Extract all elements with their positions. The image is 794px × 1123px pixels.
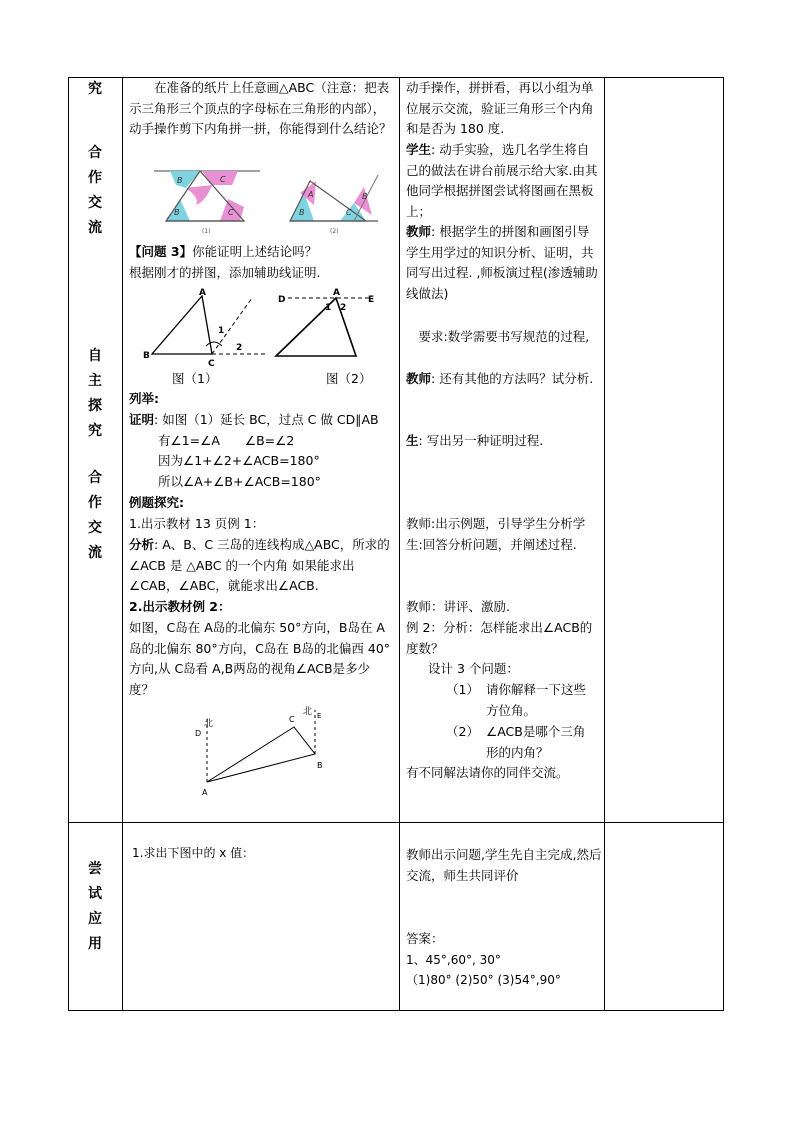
label-changshi (80, 857, 110, 957)
try-teacher-paragraph: 教师出示问题,学生先自主完成,然后交流，师生共同评价 (406, 847, 602, 883)
island-figure (190, 702, 340, 802)
label-hezuo-1 (80, 141, 110, 241)
label-char: 流 (88, 545, 102, 561)
fig-letter: A (202, 788, 208, 797)
paper-cut-figures (140, 163, 390, 238)
label-zizhu (80, 344, 110, 444)
student2-paragraph (406, 431, 600, 452)
teacher2-text: : 还有其他的方法吗？试分析. (431, 371, 594, 386)
example-1: 1.出示教材 13 页例 1： (129, 516, 265, 531)
paper-figure-left (154, 171, 260, 235)
fig-letter: A (308, 190, 314, 199)
fig-caption: (1) (202, 228, 211, 235)
table-col-line-0 (68, 77, 69, 1011)
question-3 (129, 242, 395, 263)
fig-letter: 1 (325, 303, 332, 313)
example-2: 2.出示教材例 2： (129, 599, 231, 614)
analysis-text: : A、B、C 三岛的连线构成△ABC，所求的∠ACB 是 △ABC 的一个内角 如果能求出∠CAB，∠ABC，就能求出∠ACB. (129, 537, 390, 593)
fig-letter: 1 (218, 326, 225, 336)
label-char: 自 (88, 348, 102, 364)
label-char: 合 (88, 470, 102, 486)
answer-label: 答案： (406, 931, 444, 946)
label-char: 应 (88, 911, 102, 927)
fig-letter: B (143, 351, 150, 361)
fig2-caption: 图（2） (326, 371, 372, 386)
label-char: 流 (88, 220, 102, 236)
teacher3-paragraph: 教师:出示例题，引导学生分析学生:回答分析问题，并阐述过程. (406, 516, 586, 552)
design-questions: 设计 3 个问题： (428, 661, 519, 676)
fig-letter: C (289, 715, 295, 724)
proof-line-2: 有∠1=∠A ∠B=∠2 (158, 433, 295, 448)
label-char: 试 (88, 886, 102, 902)
question-2-text: ∠ACB是哪个三角形的内角？ (486, 724, 586, 760)
proof-text: : 如图（1）延长 BC，过点 C 做 CD∥AB (154, 412, 379, 427)
teacher-paragraph (406, 222, 600, 304)
requirement-paragraph: 要求:数学需要书写规范的过程, (406, 329, 590, 344)
table-border-mid (68, 822, 724, 823)
example-heading: 例题探究: (129, 495, 184, 510)
exchange-note: 有不同解法请你的同伴交流。 (406, 765, 569, 780)
proof-figure-1 (143, 288, 265, 369)
fig-letter: B (299, 208, 305, 217)
table-col-line-2 (399, 77, 400, 1011)
question-3-line2: 根据刚才的拼图，添加辅助线证明. (129, 265, 321, 280)
question-1-num: （1） (446, 682, 479, 697)
label-top-fragment: 究 (88, 81, 102, 97)
fig-letter: C (220, 175, 226, 184)
proof-line-1 (129, 410, 395, 431)
fig-letter: A (199, 288, 206, 298)
student-paragraph (406, 140, 600, 222)
student2-text: : 写出另一种证明过程. (418, 433, 544, 448)
fig-caption: (2) (330, 228, 339, 235)
label-char: 交 (88, 520, 102, 536)
fig-letter: B (177, 176, 183, 185)
teacher2-paragraph (406, 369, 600, 390)
label-char: 作 (88, 170, 102, 186)
label-char: 主 (88, 373, 102, 389)
question-2-num: （2） (446, 724, 479, 739)
student2-label: 生 (406, 433, 419, 448)
question-3-text: 你能证明上述结论吗？ (192, 244, 318, 259)
teacher4-paragraph: 教师：讲评、激励. (406, 599, 510, 614)
intro-paragraph: 在准备的纸片上任意画△ABC（注意：把表示三角形三个顶点的字母标在三角形的内部），动手操作剪下内角拼一拼，你能得到什么结论？ (129, 80, 392, 136)
fig1-caption: 图（1） (172, 371, 218, 386)
paper-figure-right (290, 175, 378, 235)
answer-2: （1)80° (2)50° (3)54°,90° (406, 973, 561, 987)
fig-letter: D (195, 729, 202, 738)
fig-letter: E (317, 712, 322, 720)
fig-letter: B (174, 208, 180, 217)
label-char: 探 (88, 398, 102, 414)
analysis-paragraph (129, 535, 395, 597)
question-1-text: 请你解释一下这些方位角。 (486, 682, 587, 718)
example2-analysis: 例 2：分析：怎样能求出∠ACB的度数？ (406, 620, 593, 656)
label-hezuo-2 (80, 466, 110, 566)
proof-figures (140, 286, 390, 370)
fig-letter: C (346, 208, 352, 217)
student-text: : 动手实验，选几名学生将自己的做法在讲台前展示给大家.由其他同学根据拼图尝试将图画在黑板上； (406, 142, 598, 219)
label-char: 究 (88, 423, 102, 439)
label-char: 用 (88, 936, 102, 952)
question-3-label: 【问题 3】 (129, 244, 193, 259)
fig-letter: C (208, 359, 215, 369)
fig-letter: B (317, 761, 323, 770)
teacher2-label: 教师 (406, 371, 432, 386)
fig-letter: D (278, 295, 286, 305)
fig-letter: C (228, 208, 234, 217)
table-col-line-4 (723, 77, 724, 1011)
fig-letter: 2 (236, 343, 243, 353)
table-border-bottom (68, 1010, 724, 1011)
fig-letter: 2 (340, 303, 347, 313)
proof-line-3: 因为∠1+∠2+∠ACB=180° (158, 453, 320, 468)
fig-letter: B (362, 192, 368, 201)
label-char: 作 (88, 495, 102, 511)
activity-paragraph: 动手操作，拼拼看，再以小组为单位展示交流，验证三角形三个内角和是否为 180 度. (406, 80, 594, 136)
example-2-text: 如图，C岛在 A岛的北偏东 50°方向，B岛在 A岛的北偏东 80°方向，C岛在 B岛的北偏西 40°方向,从 C岛看 A,B两岛的视角∠ACB是多少度？ (129, 620, 391, 697)
lieju-label: 列举: (129, 391, 159, 406)
table-col-line-1 (122, 77, 123, 1011)
student-label: 学生 (406, 142, 432, 157)
fig-letter: E (368, 295, 375, 305)
fig-letter: A (333, 288, 340, 298)
proof-figure-2 (276, 288, 374, 356)
teacher-label: 教师 (406, 224, 432, 239)
answer-1: 1、45°,60°, 30° (406, 953, 501, 967)
try-question: 1.求出下图中的 x 值： (132, 846, 255, 860)
label-char: 交 (88, 195, 102, 211)
fig-letter: 北 (204, 719, 214, 729)
analysis-label: 分析 (129, 537, 155, 552)
table-col-line-3 (604, 77, 605, 1011)
fig-letter: 北 (303, 707, 313, 717)
label-char: 合 (88, 145, 102, 161)
teacher-text: : 根据学生的拼图和画图引导学生用学过的知识分析、证明，共同写出过程. ,师板演过程(渗透辅助线做法) (406, 224, 598, 301)
label-char: 尝 (88, 861, 102, 877)
proof-label: 证明 (129, 412, 155, 427)
proof-line-4: 所以∠A+∠B+∠ACB=180° (158, 474, 321, 489)
